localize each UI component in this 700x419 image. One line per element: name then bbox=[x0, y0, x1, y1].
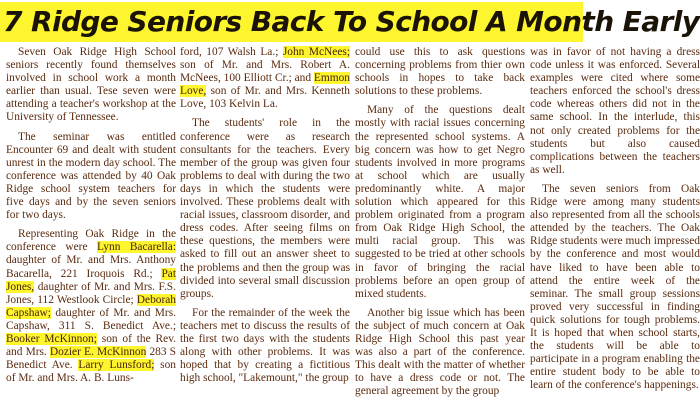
highlighted-name: Pat Jones, bbox=[6, 267, 176, 293]
paragraph: The students' role in the conference were as research consultants for the teachers. Every member of the group was given four problems to deal with during the two days in which the students were involved. These problems dealt with racial issues, classroom disorder, and dress codes. After seeing films on these questions, the members were asked to fill out an answer sheet to the problems and then the group was divided into several small discussion groups. bbox=[180, 117, 350, 300]
article-column-4 bbox=[530, 46, 700, 419]
paragraph: Seven Oak Ridge High School seniors recently found themselves involved in school work a month earlier than usual. Tese seven were attending a teacher's workshop at the University of Tennessee. bbox=[6, 46, 176, 124]
paragraph-names bbox=[6, 228, 176, 385]
text: son of Mr. and Mrs. Kenneth Love, 103 Kelvin La. bbox=[180, 85, 350, 111]
highlighted-name: Deborah Capshaw; bbox=[6, 293, 176, 319]
paragraph: was in favor of not having a dress code unless it was enforced. Several examples were cited where some teachers enforced the school's dress code whereas others did not in the same school. In the interlude, this not only created problems for the students but also caused complications between the teachers as well. bbox=[530, 46, 700, 176]
highlighted-name: John McNees; bbox=[282, 46, 350, 58]
paragraph: Another big issue which has been the subject of much concern at Oak Ridge High School this past year was also a part of the conference. This dealt with the matter of whether to have a dress code or not. The general agreement by the group bbox=[355, 306, 525, 398]
text: Representing Oak Ridge in the conference were bbox=[6, 228, 176, 254]
headline: 7 Ridge Seniors Back To School A Month Early bbox=[0, 2, 583, 42]
article-column-1 bbox=[6, 46, 176, 419]
article-body bbox=[0, 46, 700, 419]
highlighted-name: Booker McKinnon; bbox=[6, 332, 97, 345]
highlighted-name: Dozier E. McKinnon bbox=[49, 346, 147, 359]
text: daughter of Mr. and Mrs. F.S. Jones, 112 Westlook Circle; bbox=[6, 280, 176, 306]
highlighted-name: Larry Lunsford; bbox=[78, 359, 155, 372]
text: daughter of Mr. and Mrs. Anthony Bacarella, 221 Iroquois Rd.; bbox=[6, 254, 176, 280]
text: daughter of Mr. and Mrs. Capshaw, 311 S. Benedict Ave.; bbox=[6, 306, 176, 332]
text: son of Mr. and Mrs. Robert A. McNees, 100 Elliott Cr.; and bbox=[180, 59, 350, 85]
paragraph: For the remainder of the week the teachers met to discuss the results of the first two days with the students along with other problems. It was hoped that by creating a fictitious high school, "Lakemount," the group bbox=[180, 306, 350, 385]
paragraph: The seminar was entitled Encounter 69 and dealt with student unrest in the modern day school. The conference was attended by 40 Oak Ridge school system teachers for five days and by the seven seniors for two days. bbox=[6, 130, 176, 222]
highlighted-name: Lynn Bacarella: bbox=[96, 241, 176, 254]
text: son of the Rev. and Mrs. bbox=[6, 332, 176, 359]
article-column-2 bbox=[180, 46, 350, 419]
article-column-3 bbox=[355, 46, 525, 419]
headline-area bbox=[0, 0, 700, 44]
text: son of Mr. and Mrs. A. B. Luns- bbox=[6, 359, 176, 385]
paragraph: Many of the questions dealt mostly with racial issues concerning the represented school systems. A big concern was how to get Negro students involved in more programs at school which are usually predominantly white. A major solution which appeared for this problem originated from a program from Oak Ridge High School, the multi racial group. This was suggested to be tried at other schools in favor of bringing the racial problems before an open group of mixed students. bbox=[355, 104, 525, 300]
text: ford, 107 Walsh La.; bbox=[180, 46, 283, 58]
highlighted-name: Emmon Love, bbox=[180, 72, 350, 98]
paragraph-names bbox=[180, 46, 350, 111]
paragraph: could use this to ask questions concerning problems from thier own schools in hopes to take back solutions to these problems. bbox=[355, 46, 525, 98]
paragraph: The seven seniors from Oak Ridge were among many students also represented from all the schools attended by the teachers. The Oak Ridge students were much impressed by the conference and most would have liked to have been able to attend the entire week of the seminar. The small group sessions proved very successful in finding quick solutions for tough problems. It is hoped that when school starts, the students will be able to participate in a program enabling the entire student body to be able to learn of the conference's happenings. bbox=[530, 182, 700, 392]
text: 283 S Benedict Ave. bbox=[6, 346, 176, 372]
